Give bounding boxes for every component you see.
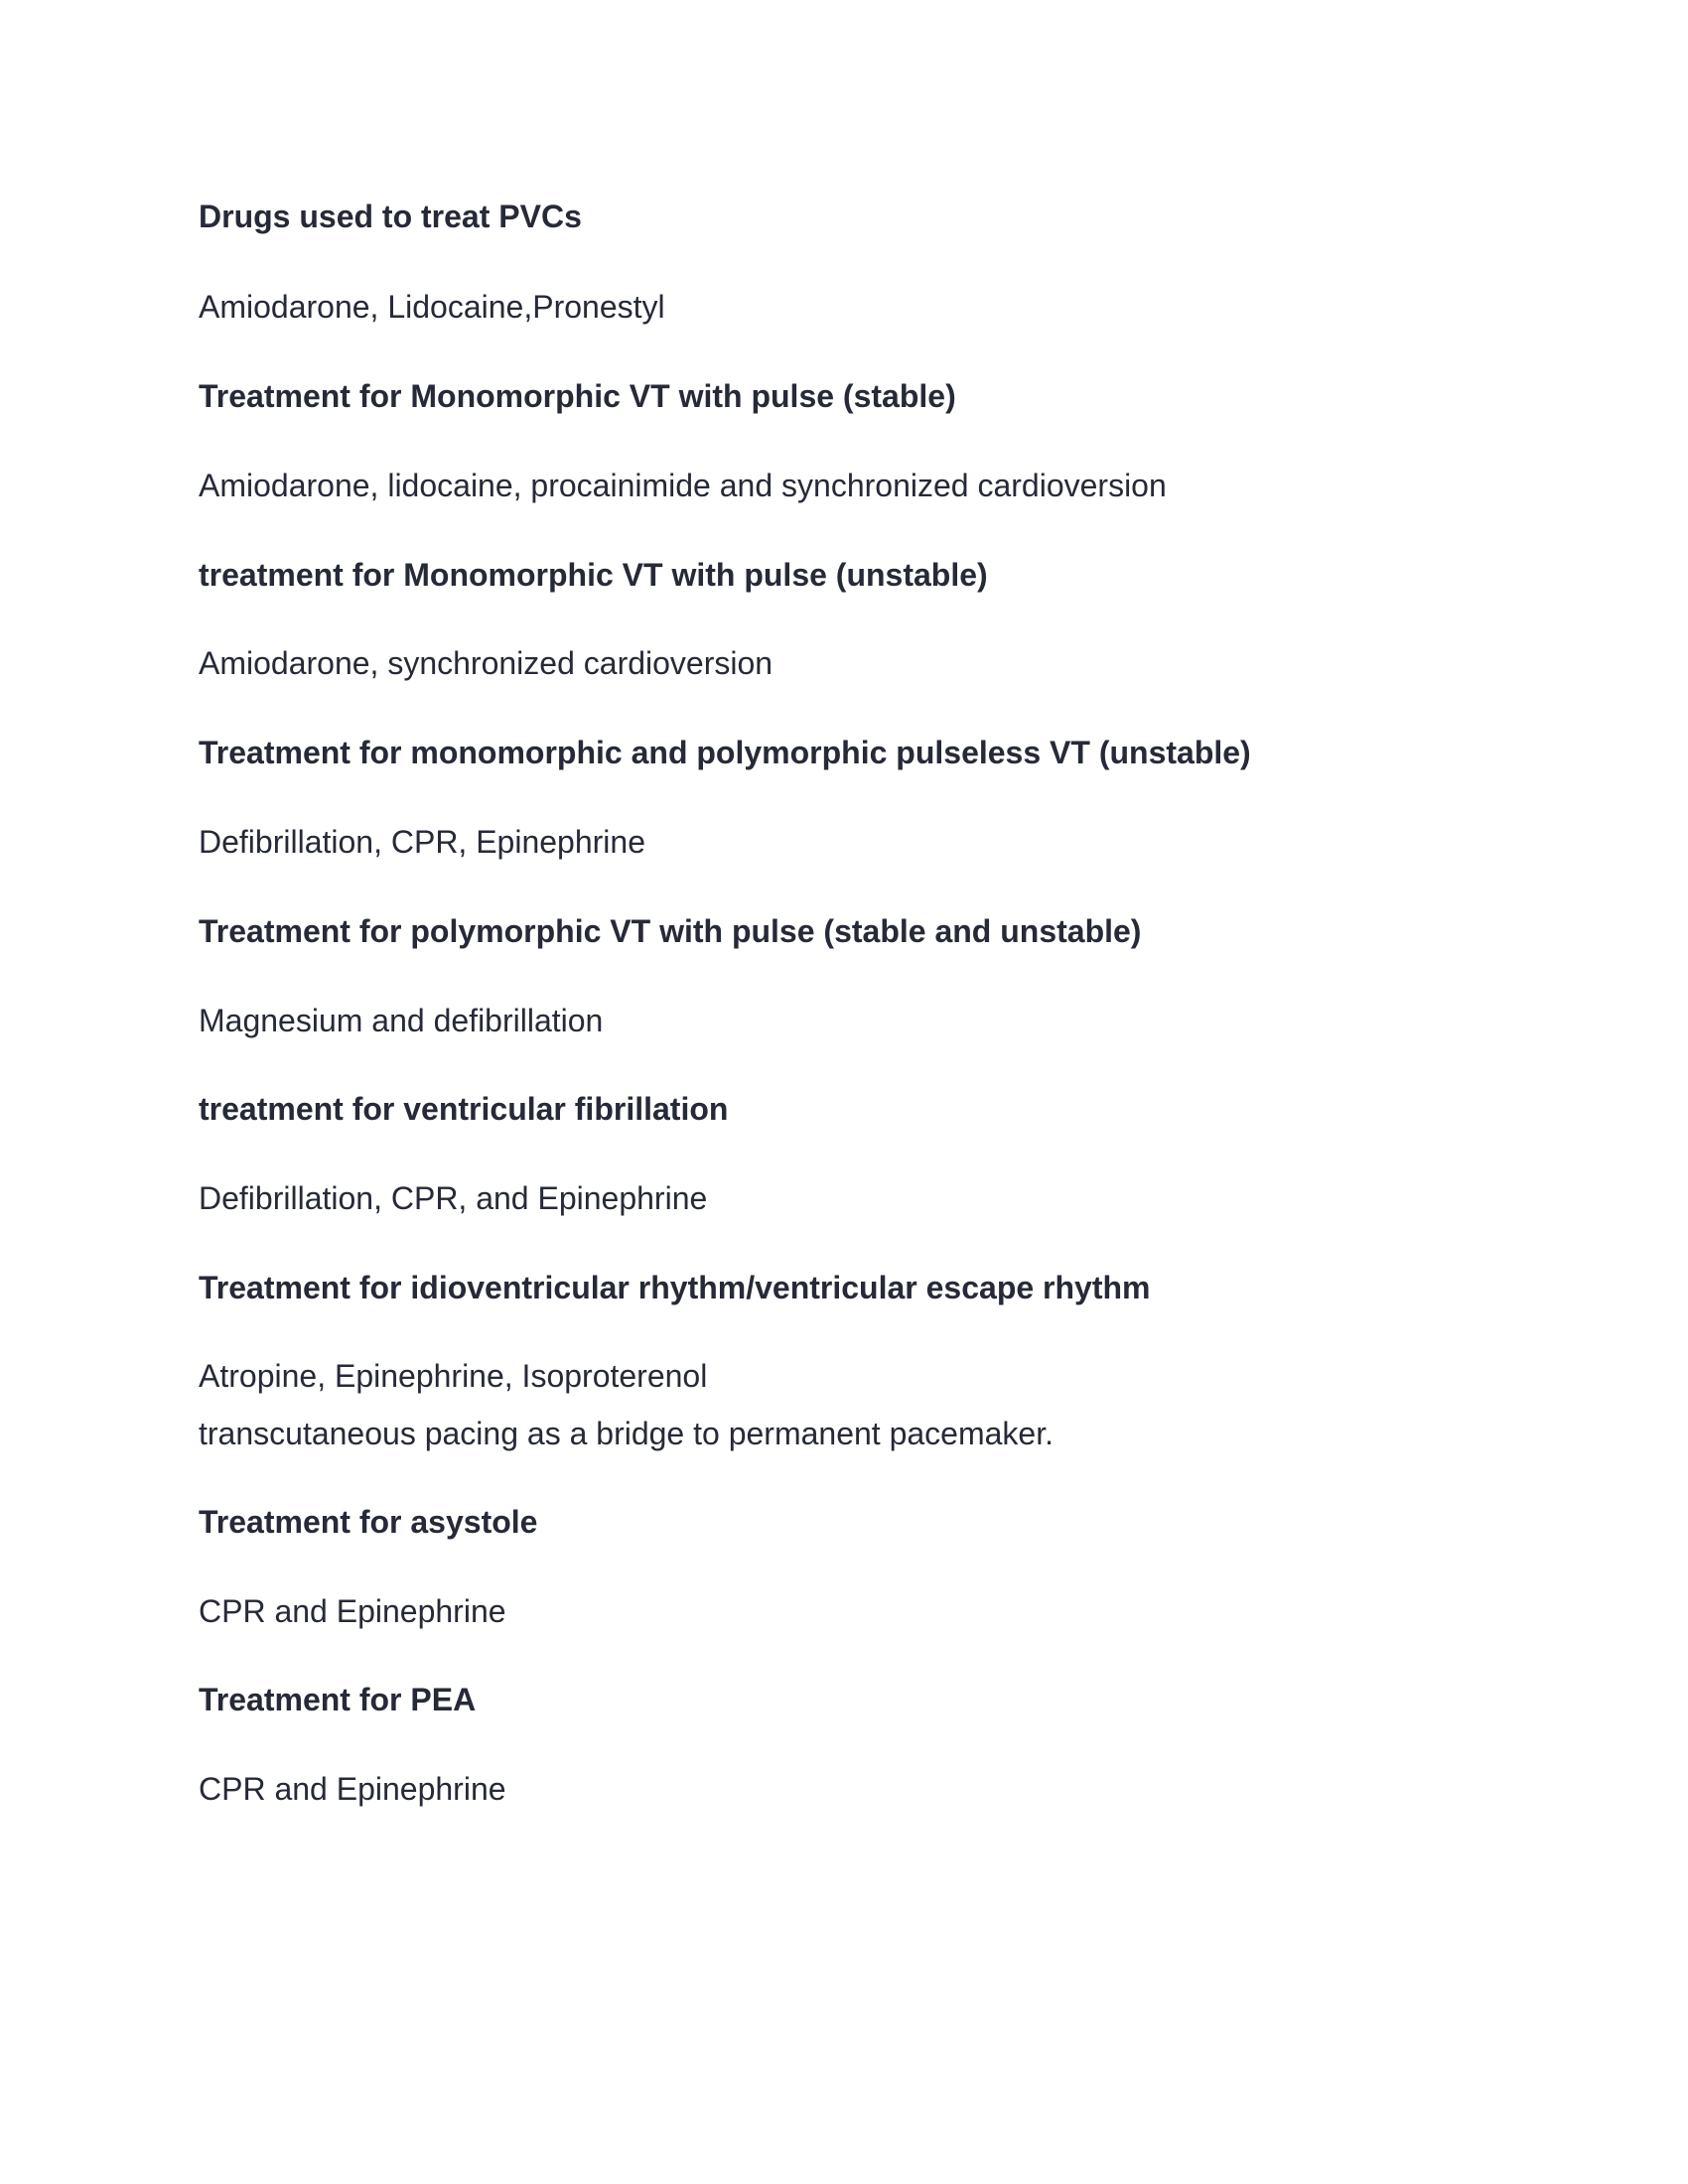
answer-monomorphic-vt-unstable: Amiodarone, synchronized cardioversion xyxy=(199,645,774,681)
question-asystole: Treatment for asystole xyxy=(199,1504,538,1540)
question-ventricular-fibrillation: treatment for ventricular fibrillation xyxy=(199,1091,729,1127)
answer-pulseless-vt: Defibrillation, CPR, Epinephrine xyxy=(199,824,645,860)
answer-idioventricular-rhythm-line-2: transcutaneous pacing as a bridge to permanent pacemaker. xyxy=(199,1416,1054,1451)
answer-pea: CPR and Epinephrine xyxy=(199,1771,506,1807)
answer-idioventricular-rhythm-line-1: Atropine, Epinephrine, Isoproterenol xyxy=(199,1358,708,1394)
question-monomorphic-vt-stable: Treatment for Monomorphic VT with pulse (stable) xyxy=(199,378,956,414)
answer-polymorphic-vt-pulse: Magnesium and defibrillation xyxy=(199,1003,604,1038)
answer-monomorphic-vt-stable: Amiodarone, lidocaine, procainimide and synchronized cardioversion xyxy=(199,468,1167,503)
answer-ventricular-fibrillation: Defibrillation, CPR, and Epinephrine xyxy=(199,1180,708,1216)
answer-pvc-drugs: Amiodarone, Lidocaine,Pronestyl xyxy=(199,289,665,325)
question-idioventricular-rhythm: Treatment for idioventricular rhythm/ventricular escape rhythm xyxy=(199,1270,1151,1305)
answer-asystole: CPR and Epinephrine xyxy=(199,1593,506,1629)
question-pulseless-vt: Treatment for monomorphic and polymorphic pulseless VT (unstable) xyxy=(199,735,1251,770)
question-pea: Treatment for PEA xyxy=(199,1682,477,1717)
question-monomorphic-vt-unstable: treatment for Monomorphic VT with pulse (unstable) xyxy=(199,557,988,593)
question-pvc-drugs: Drugs used to treat PVCs xyxy=(199,199,582,234)
question-polymorphic-vt-pulse: Treatment for polymorphic VT with pulse (stable and unstable) xyxy=(199,913,1142,949)
